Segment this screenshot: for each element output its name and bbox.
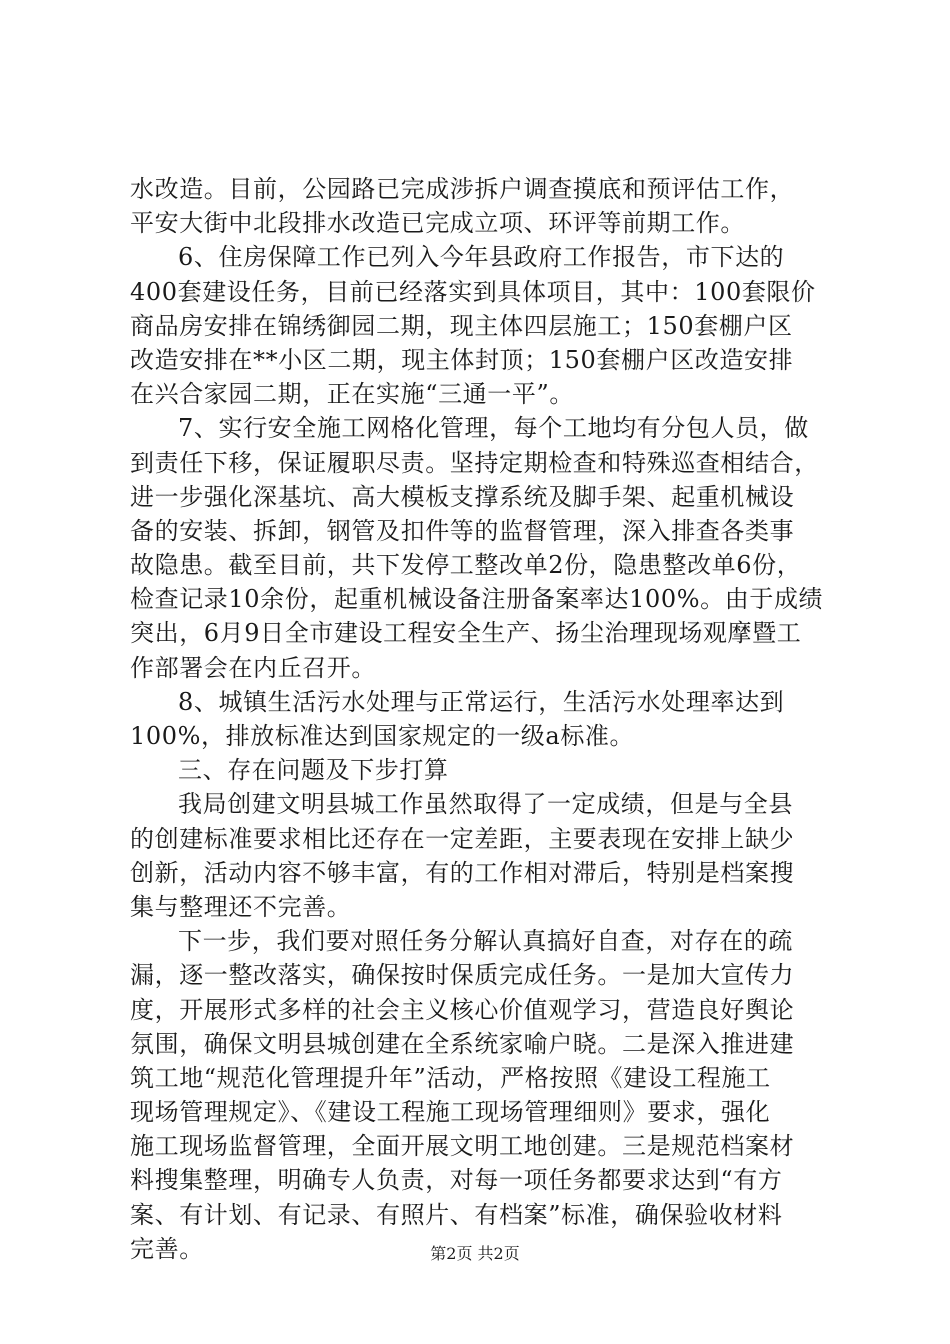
- body-line: 作部署会在内丘召开。: [130, 653, 376, 682]
- body-line: 施工现场监督管理，全面开展文明工地创建。三是规范档案材: [130, 1132, 795, 1161]
- body-line: 料搜集整理，明确专人负责，对每一项任务都要求达到“有方: [130, 1166, 783, 1195]
- body-line: 400套建设任务，目前已经落实到具体项目，其中：100套限价: [130, 277, 816, 306]
- body-line: 突出，6月9日全市建设工程安全生产、扬尘治理现场观摩暨工: [130, 619, 802, 648]
- body-line: 案、有计划、有记录、有照片、有档案”标准，确保验收材料: [130, 1200, 783, 1229]
- document-body: [130, 172, 830, 1266]
- body-line: 氛围，确保文明县城创建在全系统家喻户晓。二是深入推进建: [130, 1029, 795, 1058]
- body-line: 在兴合家园二期，正在实施“三通一平”。: [130, 380, 574, 409]
- body-line: 故隐患。截至目前，共下发停工整改单2份，隐患整改单6份，: [130, 551, 802, 580]
- body-line: 100%，排放标准达到国家规定的一级a标准。: [130, 722, 635, 750]
- body-line: 漏，逐一整改落实，确保按时保质完成任务。一是加大宣传力: [130, 961, 795, 990]
- body-line: 集与整理还不完善。: [130, 892, 352, 921]
- paragraph-start-line: 我局创建文明县城工作虽然取得了一定成绩，但是与全县: [178, 790, 793, 819]
- paragraph-start-line: 下一步，我们要对照任务分解认真搞好自查，对存在的疏: [178, 927, 793, 956]
- page-footer: 第2页 共2页: [430, 1244, 520, 1263]
- section-heading: 三、存在问题及下步打算: [178, 756, 449, 785]
- paragraph-start-line: 8、城镇生活污水处理与正常运行，生活污水处理率达到: [178, 687, 785, 716]
- body-line: 备的安装、拆卸，钢管及扣件等的监督管理，深入排查各类事: [130, 516, 795, 545]
- body-line: 到责任下移，保证履职尽责。坚持定期检查和特殊巡查相结合，: [130, 448, 819, 477]
- body-line: 检查记录10余份，起重机械设备注册备案率达100%。由于成绩: [130, 585, 824, 614]
- body-line: 水改造。目前，公园路已完成涉拆户调查摸底和预评估工作，: [130, 175, 795, 203]
- body-line: 平安大街中北段排水改造已完成立项、环评等前期工作。: [130, 209, 745, 238]
- body-line: 筑工地“规范化管理提升年”活动，严格按照《建设工程施工: [130, 1063, 771, 1092]
- body-line: 度，开展形式多样的社会主义核心价值观学习，营造良好舆论: [130, 995, 795, 1024]
- body-line: 完善。: [130, 1234, 204, 1263]
- body-line: 进一步强化深基坑、高大模板支撑系统及脚手架、起重机械设: [130, 482, 795, 511]
- body-line: 改造安排在**小区二期，现主体封顶；150套棚户区改造安排: [130, 345, 794, 374]
- body-line: 创新，活动内容不够丰富，有的工作相对滞后，特别是档案搜: [130, 858, 795, 887]
- body-line: 商品房安排在锦绣御园二期，现主体四层施工；150套棚户区: [130, 311, 793, 340]
- paragraph-start-line: 7、实行安全施工网格化管理，每个工地均有分包人员，做: [178, 414, 809, 443]
- paragraph-start-line: 6、住房保障工作已列入今年县政府工作报告，市下达的: [178, 243, 785, 272]
- body-line: 的创建标准要求相比还存在一定差距，主要表现在安排上缺少: [130, 824, 795, 853]
- body-line: 现场管理规定》、《建设工程施工现场管理细则》要求，强化: [130, 1098, 771, 1127]
